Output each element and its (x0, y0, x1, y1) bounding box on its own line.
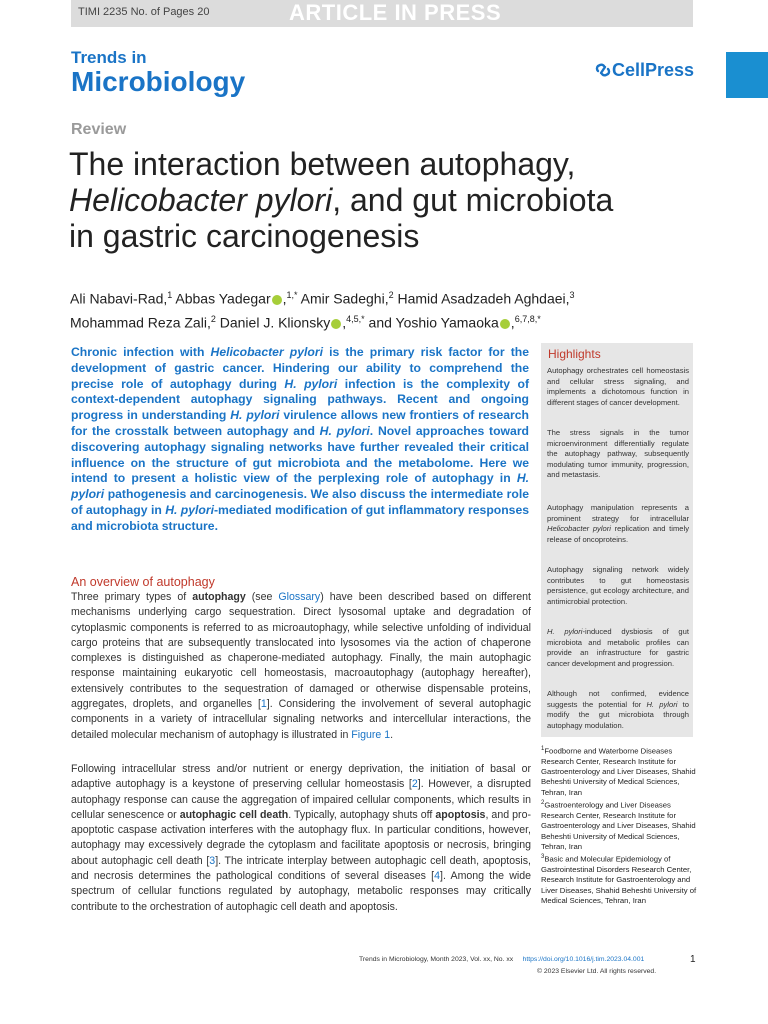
text-run: H. pylori (319, 423, 370, 438)
author-affiliation-sup: 1,* (286, 290, 298, 300)
text-run: H. pylori (646, 699, 678, 709)
author-name[interactable]: Hamid Asadzadeh Aghdaei, (393, 290, 570, 307)
body-paragraph-2 (71, 762, 531, 915)
author-affiliation-sup: 1 (167, 290, 173, 300)
cellpress-icon (594, 61, 612, 79)
section-heading: An overview of autophagy (71, 575, 215, 589)
author-affiliation-sup: 2 (388, 290, 394, 300)
text-run: apoptosis (435, 808, 486, 821)
text-run: is the primary risk factor for the development of gastric cancer. Hindering our ability to comprehend the precise role of autophagy during (71, 345, 529, 391)
title-line-1: The interaction between autophagy, (69, 146, 576, 182)
highlight-item (547, 627, 689, 669)
author-name[interactable]: Mohammad Reza Zali, (70, 314, 211, 331)
footer-citation (359, 956, 644, 963)
text-run: H. pylori (230, 408, 280, 423)
orcid-icon[interactable] (500, 319, 510, 329)
highlight-item (547, 689, 689, 731)
body-paragraph-1 (71, 590, 531, 743)
article-title (69, 146, 669, 254)
affiliation: $^3$Basic and Molecular Epidemiology of Gastrointestinal Disorders Research Center, Research Institute for Gastroenterology and Liver Diseases, Shahid Beheshti University of Medical Sciences, Tehran, Iran (541, 854, 697, 905)
text-run: infection is the complexity of context-dependent autophagy signaling pathways. Recent and ongoing progress in understanding (71, 376, 530, 423)
reference-link[interactable]: 3 (209, 854, 216, 867)
text-run: ]. Among the wide spectrum of cellular functions regulated by autophagy, metabolic responses may critically contribute to the orchestration of autophagic cell death and apoptosis. (71, 870, 531, 913)
page-number: 1 (690, 954, 696, 965)
text-run: ) have been described based on different mechanisms underlying cargo sequestration. Direct lysosomal uptake and degradation of cytoplasmic components is referred to as microautophagy, while selective unfolding of individual cargo proteins that are subsequently translocated into lysosomes via the action of chaperone complexes is distinguished as chaperone-mediated autophagy. Finally, the main autophagic response maintaining eukaryotic cell homeostasis, macroautophagy (autophagy hereafter), extensively contributes to the sequestration of damaged or otherwise dispensable proteins, aggregates, droplets, and organelles [ (71, 591, 532, 711)
text-run: Helicobacter pylori (210, 345, 323, 359)
highlight-item (547, 565, 689, 607)
text-run: H. pylori (284, 376, 338, 391)
author-name[interactable]: and Yoshio Yamaoka (364, 314, 499, 331)
manuscript-id: TIMI 2235 No. of Pages 20 (78, 6, 210, 18)
text-run: The stress signals in the tumor microenvironment differentially regulate the autophagy pathway, subsequently modulating tumor immunity, progression, and metastasis. (547, 428, 689, 479)
affiliation: $^1$Foodborne and Waterborne Diseases Research Center, Research Institute for Gastroenterology and Liver Diseases, Shahid Beheshti University of Medical Sciences, Tehran, Iran (541, 746, 696, 797)
orcid-icon[interactable] (331, 319, 341, 329)
text-run: Following intracellular stress and/or nutrient or energy deprivation, the initiation of basal or adaptive autophagy is a keystone of preserving cellular homeostasis [ (71, 763, 531, 791)
author-affiliation-sup: 6,7,8,* (514, 313, 541, 324)
author-name[interactable]: Ali Nabavi-Rad, (70, 290, 168, 307)
text-run: ]. However, a disrupted autophagy response can cause the aggregation of impaired cellular components, which results in cellular senescence or (71, 778, 531, 821)
text-run: -induced dysbiosis of gut microbiota and metabolic profiles can provide an infrastructure for gastric cancer development and progression. (547, 627, 689, 668)
text-run: autophagy (192, 591, 246, 603)
text-run: to modify the gut microbiota through autophagy modulation. (547, 699, 690, 730)
text-run: Chronic infection with (71, 345, 211, 359)
highlight-item (547, 428, 689, 481)
publisher-name: CellPress (612, 60, 695, 80)
highlight-item (547, 366, 689, 408)
author-list: Ali Nabavi-Rad,$^1$ Abbas Yadegar ,$^{1,*}$ Amir Sadeghi,$^2$ Hamid Asadzadeh Aghdaei,$^3$ Mohammad Reza Zali,$^2$ Daniel J. Klionsky ,$^{4,5,*}$ and Yoshio Yamaoka ,$^{6,7,8,*}$ (70, 290, 575, 331)
reference-link[interactable]: Glossary (278, 591, 321, 603)
title-line-3: in gastric carcinogenesis (69, 218, 420, 254)
text-run: Although not confirmed, evidence suggests the potential for (547, 689, 689, 709)
text-run: H. pylori (165, 502, 214, 517)
citation-text: Trends in Microbiology, Month 2023, Vol. xx, No. xx (359, 956, 514, 963)
article-status: ARTICLE IN PRESS (289, 0, 502, 25)
text-run: H. pylori (547, 627, 583, 636)
affiliation: $^2$Gastroenterology and Liver Diseases Research Center, Research Institute for Gastroenterology and Liver Diseases, Shahid Beheshti University of Medical Sciences, Tehran, Iran (541, 800, 696, 851)
journal-name-line2[interactable]: Microbiology (71, 66, 246, 97)
text-run: Autophagy orchestrates cell homeostasis and cellular stress signaling, and implements a dichotomous function in different stages of cancer development. (547, 366, 689, 407)
text-run: Autophagy signaling network widely contributes to gut homeostasis persistence, gut ecology architecture, and antimicrobial protection. (547, 565, 689, 606)
text-run: , and pro-apoptotic caspase activation interferes with the autophagy flux. In particular conditions, however, autophagy may excessively degrade the cytoplasm and facilitate apoptosis or necrosis, bringing about autophagic cell death [ (71, 808, 531, 867)
text-run: H. pylori (71, 471, 529, 502)
author-name[interactable]: Daniel J. Klionsky (215, 314, 331, 331)
author-affiliation-sup: 2 (210, 313, 216, 324)
text-run: . Novel approaches toward discovering autophagy signaling networks have further revealed their critical influence on the structure of gut microbiota and the metabolome. Here we intend to present a holistic view of the perplexing role of autophagy in (71, 423, 530, 486)
author-affiliation-sup: 3 (569, 290, 575, 300)
text-run: (see (245, 591, 279, 603)
copyright: © 2023 Elsevier Ltd. All rights reserved. (537, 968, 657, 975)
highlights-title: Highlights (548, 347, 601, 361)
title-line-2: , and gut microbiota (332, 182, 614, 218)
highlight-item (547, 503, 689, 545)
doi-link[interactable]: https://doi.org/10.1016/j.tim.2023.04.001 (522, 956, 645, 963)
text-run: replication and timely release of oncoproteins. (547, 524, 689, 544)
reference-link[interactable]: 2 (411, 778, 418, 791)
author-name[interactable]: Amir Sadeghi, (297, 290, 389, 307)
reference-link[interactable]: 1 (260, 698, 267, 711)
reference-link[interactable]: Figure 1 (351, 728, 391, 741)
text-run: Helicobacter pylori (547, 524, 611, 533)
abstract (71, 345, 529, 535)
author-affiliation-sup: 4,5,* (346, 313, 365, 324)
text-run: virulence allows new frontiers of research for the crosstalk between autophagy and (71, 408, 529, 438)
text-run: . Typically, autophagy shuts off (288, 808, 436, 821)
text-run: pathogenesis and carcinogenesis. We also discuss the intermediate role of autophagy in (71, 487, 529, 517)
affiliations (541, 744, 698, 906)
text-run: -mediated modification of gut inflammatory responses and microbiota structure. (71, 502, 530, 533)
journal-name-line1[interactable]: Trends in (71, 48, 147, 67)
text-run: ]. The intricate interplay between autophagic cell death, apoptosis, and necrosis determines the pathological conditions of several diseases [ (71, 854, 532, 883)
text-run: . (390, 728, 394, 741)
author-name[interactable]: Abbas Yadegar (172, 290, 271, 307)
publisher-logo[interactable] (594, 60, 694, 81)
title-italic: Helicobacter pylori (69, 182, 333, 218)
text-run: Three primary types of (71, 591, 193, 603)
orcid-icon[interactable] (272, 295, 282, 305)
brand-tab (726, 52, 768, 98)
text-run: autophagic cell death (179, 808, 289, 821)
text-run: Autophagy manipulation represents a prominent strategy for intracellular (547, 503, 689, 523)
reference-link[interactable]: 4 (434, 870, 440, 883)
text-run: ]. Considering the involvement of several autophagic components in a variety of intracellular signaling networks and intercellular interactions, the detailed molecular mechanism of autophagy is illustrated in (71, 698, 531, 741)
article-type: Review (71, 121, 127, 138)
